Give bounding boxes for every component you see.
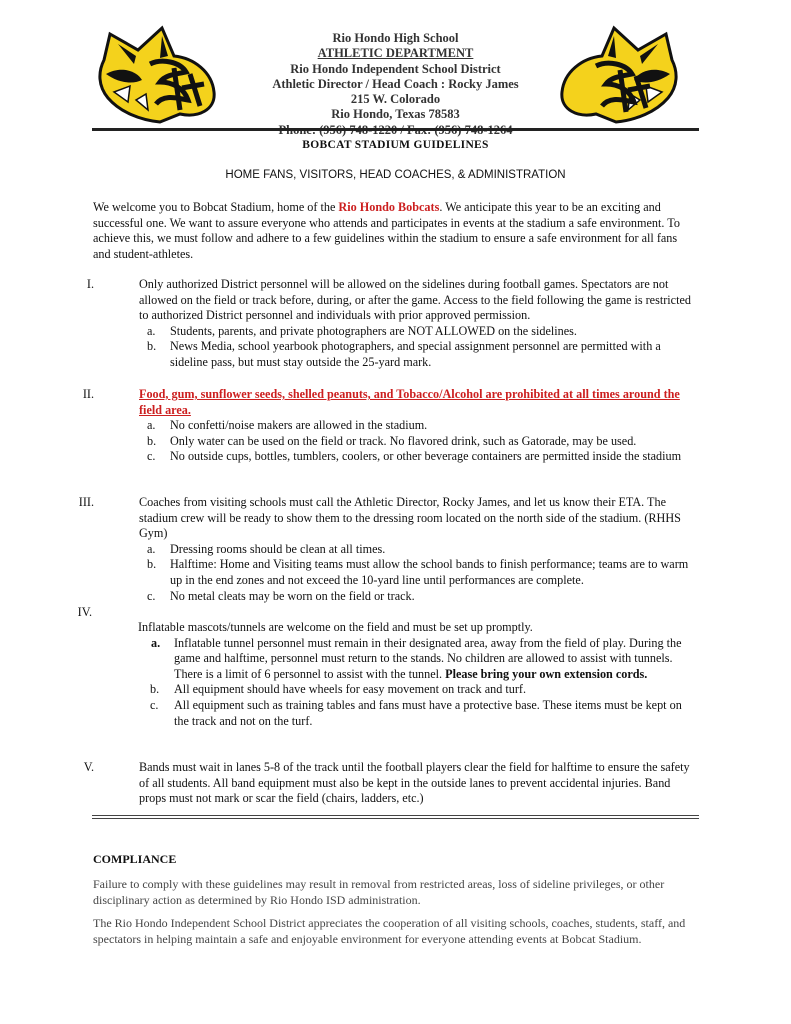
list-item <box>138 698 691 729</box>
section-text: Only authorized District personnel will be allowed on the sidelines during football games. Spectators are not allowed on the field or track before, during, or after the game. Access to the field following the game is restricted to authorized District personnel and individuals with prior approved permission. <box>139 277 691 323</box>
item-letter: b. <box>150 682 160 697</box>
item-letter: a. <box>147 323 156 338</box>
item-text: All equipment should have wheels for easy movement on track and turf. <box>174 682 526 697</box>
appreciation-paragraph: The Rio Hondo Independent School District appreciates the cooperation of all visiting schools, coaches, students, staff, and spectators in helping maintain a safe and enjoyable environment for everyone attending events at Bobcat Stadium. <box>93 916 686 946</box>
item-text: Students, parents, and private photographers are NOT ALLOWED on the sidelines. <box>170 323 577 338</box>
prohibited-items-warning: Food, gum, sunflower seeds, shelled peanuts, and Tobacco/Alcohol are prohibited at all times around the field area. <box>139 387 680 417</box>
section-body <box>139 387 692 465</box>
item-text: News Media, school yearbook photographers, and special assignment personnel are permitted with a sideline pass, but must stay outside the 25-yard mark. <box>170 339 661 369</box>
item-letter: b. <box>147 433 157 448</box>
section-number: IV. <box>77 605 92 619</box>
item-letter: c. <box>147 449 156 464</box>
city-address: Rio Hondo, Texas 78583 <box>331 107 460 122</box>
section-number: V. <box>83 760 94 774</box>
item-text: All equipment such as training tables and fans must have a protective base. These items must be kept on the track and not on the turf. <box>174 697 682 728</box>
item-letter: a. <box>147 418 156 433</box>
section-body <box>139 495 692 604</box>
compliance-heading: COMPLIANCE <box>93 852 177 866</box>
school-name: Rio Hondo High School <box>332 31 459 45</box>
list-item <box>139 434 692 450</box>
phone-line: Phone: (956) 748-1220 / Fax: (956) 748-1264 <box>278 122 513 137</box>
item-letter: b. <box>147 557 157 572</box>
item-text: No outside cups, bottles, tumblers, coolers, or other beverage containers are permitted inside the stadium <box>170 449 682 464</box>
item-text: Dressing rooms should be clean at all times. <box>170 541 386 556</box>
document-title: BOBCAT STADIUM GUIDELINES <box>302 139 489 151</box>
list-item <box>139 557 692 588</box>
item-letter: a. <box>147 541 156 556</box>
section-number: I. <box>86 277 94 291</box>
list-item <box>139 542 692 558</box>
street-address: 215 W. Colorado <box>350 92 441 107</box>
header-divider <box>92 128 699 131</box>
intro-text-after: . We anticipate this year to be an exciting and successful one. We want to assure everyone who attends and participates in events at the stadium a safe environment. To achieve this, we must follow and adhere to a few guidelines within the stadium to ensure a safe environment for all fans and student-athletes. <box>93 200 680 261</box>
item-letter: a. <box>151 635 161 650</box>
director-line: Athletic Director / Head Coach : Rocky James <box>272 76 519 91</box>
item-text: Only water can be used on the field or track. No flavored drink, such as Gatorade, may be used. <box>170 433 637 448</box>
list-item <box>139 418 692 434</box>
item-letter: c. <box>147 588 156 603</box>
item-text: No metal cleats may be worn on the field or track. <box>170 588 415 603</box>
list-item <box>139 449 692 465</box>
section-text: Inflatable mascots/tunnels are welcome on the field and must be set up promptly. <box>138 620 533 634</box>
item-text: Halftime: Home and Visiting teams must allow the school bands to finish performance; teams are to warm up in the end zones and not exceed the 10-yard line until performances are complete. <box>170 557 689 587</box>
compliance-section <box>93 852 698 955</box>
letterhead <box>0 31 791 138</box>
list-item <box>139 324 692 340</box>
section-text: Coaches from visiting schools must call the Athletic Director, Rocky James, and let us know their ETA. The stadium crew will be ready to show them to the dressing room located on the north side of the stadium. (RHHS Gym) <box>139 495 681 541</box>
item-text: No confetti/noise makers are allowed in the stadium. <box>170 418 428 433</box>
intro-highlight: Rio Hondo Bobcats <box>338 200 440 214</box>
department-name: ATHLETIC DEPARTMENT <box>317 46 474 61</box>
section-body <box>139 277 692 371</box>
section-number: II. <box>82 387 94 401</box>
section-text: Bands must wait in lanes 5-8 of the track until the football players clear the field for halftime to ensure the safety of all students. All band equipment must also be kept in the outside lanes to prevent accidental injuries. Band props must not mark or scar the field (chairs, ladders, etc.) <box>139 760 690 806</box>
intro-text-before: We welcome you to Bobcat Stadium, home of the <box>93 200 339 214</box>
list-item <box>138 682 691 698</box>
footer-divider <box>92 815 699 819</box>
document-subtitle: HOME FANS, VISITORS, HEAD COACHES, & ADMINISTRATION <box>225 169 566 181</box>
list-item <box>139 339 692 370</box>
item-text: Inflatable tunnel personnel must remain in their designated area, away from the field of play. During the game and halftime, personnel must return to the stands. No children are allowed to assist with tunnels. There is a limit of 6 personnel to assist with the tunnel. <box>174 635 682 681</box>
section-number: III. <box>78 495 94 509</box>
list-item <box>139 589 692 605</box>
item-letter: b. <box>147 339 157 354</box>
section-body <box>139 760 692 807</box>
list-item <box>138 636 691 683</box>
district-name: Rio Hondo Independent School District <box>290 61 501 76</box>
compliance-paragraph: Failure to comply with these guidelines may result in removal from restricted areas, loss of sideline privileges, or other disciplinary action as determined by Rio Hondo ISD administration. <box>93 877 665 907</box>
item-bold-note: Please bring your own extension cords. <box>445 666 648 681</box>
item-letter: c. <box>150 697 159 712</box>
section-body <box>138 620 691 729</box>
intro-paragraph <box>93 200 693 262</box>
